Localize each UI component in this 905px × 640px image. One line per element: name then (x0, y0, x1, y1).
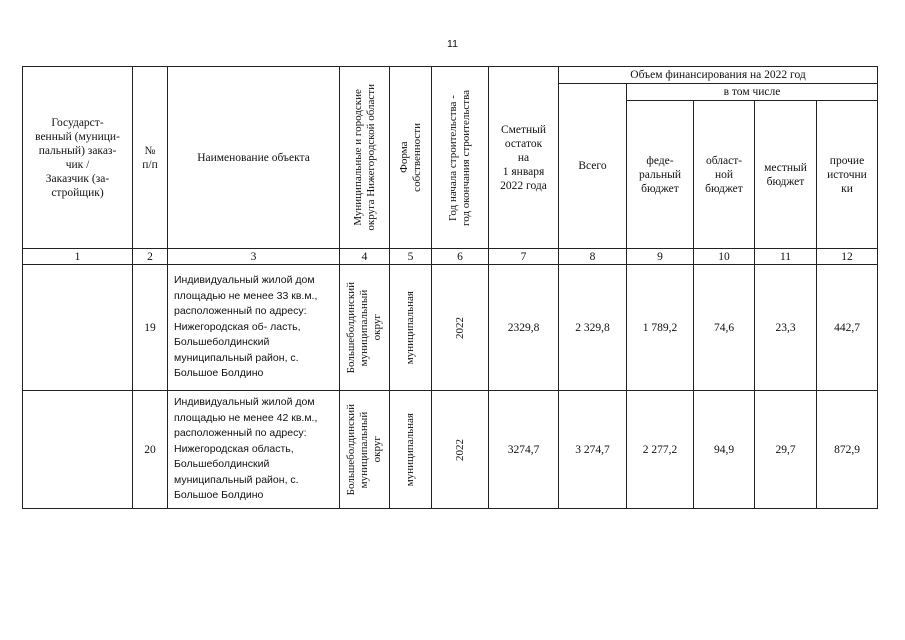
cell-federal: 2 277,2 (627, 391, 694, 509)
header-customer: Государст- венный (муници- пальный) заказ- чик / Заказчик (за- стройщик) (23, 67, 133, 249)
header-local: местный бюджет (755, 101, 817, 249)
column-number: 1 (23, 249, 133, 265)
column-number: 12 (817, 249, 878, 265)
cell-total: 2 329,8 (559, 265, 627, 391)
cell-object-name: Индивидуальный жилой дом площадью не менее 42 кв.м., расположенный по адресу: Нижегородская область, Большеболдинский муниципальный район, с. Большое Болдино (168, 391, 340, 509)
header-total: Всего (559, 84, 627, 249)
column-number: 4 (340, 249, 390, 265)
cell-regional: 74,6 (694, 265, 755, 391)
column-number: 9 (627, 249, 694, 265)
cell-estimate: 2329,8 (489, 265, 559, 391)
cell-ownership: муниципальная (390, 265, 432, 391)
header-funding: Объем финансирования на 2022 год (559, 67, 878, 84)
header-other: прочие источни ки (817, 101, 878, 249)
header-years: Год начала строительства - год окончания строительства (432, 67, 489, 249)
cell-local: 29,7 (755, 391, 817, 509)
column-number-row (23, 249, 878, 265)
header-federal: феде- ральный бюджет (627, 101, 694, 249)
cell-year: 2022 (432, 391, 489, 509)
column-number: 8 (559, 249, 627, 265)
header-including: в том числе (627, 84, 878, 101)
header-estimate: Сметный остаток на 1 января 2022 года (489, 67, 559, 249)
cell-customer (23, 391, 133, 509)
column-number: 5 (390, 249, 432, 265)
column-number: 10 (694, 249, 755, 265)
cell-other: 442,7 (817, 265, 878, 391)
header-object-name: Наименование объекта (168, 67, 340, 249)
column-number: 3 (168, 249, 340, 265)
column-number: 11 (755, 249, 817, 265)
cell-num: 19 (133, 265, 168, 391)
header-municipality: Муниципальные и городские округа Нижегородской области (340, 67, 390, 249)
column-number: 6 (432, 249, 489, 265)
table-row (23, 265, 878, 391)
cell-year: 2022 (432, 265, 489, 391)
table-row (23, 391, 878, 509)
header-regional: област- ной бюджет (694, 101, 755, 249)
header-num: № п/п (133, 67, 168, 249)
funding-table (22, 66, 878, 509)
cell-num: 20 (133, 391, 168, 509)
cell-customer (23, 265, 133, 391)
cell-federal: 1 789,2 (627, 265, 694, 391)
cell-total: 3 274,7 (559, 391, 627, 509)
column-number: 7 (489, 249, 559, 265)
page-number: 11 (447, 38, 458, 50)
cell-municipality: Большеболдинский муниципальный округ (340, 265, 390, 391)
cell-other: 872,9 (817, 391, 878, 509)
cell-ownership: муниципальная (390, 391, 432, 509)
cell-municipality: Большеболдинский муниципальный округ (340, 391, 390, 509)
cell-local: 23,3 (755, 265, 817, 391)
header-ownership: Форма собственности (390, 67, 432, 249)
cell-object-name: Индивидуальный жилой дом площадью не менее 33 кв.м., расположенный по адресу: Нижегородская об- ласть, Большеболдинский муниципальный район, с. Большое Болдино (168, 265, 340, 391)
cell-regional: 94,9 (694, 391, 755, 509)
column-number: 2 (133, 249, 168, 265)
cell-estimate: 3274,7 (489, 391, 559, 509)
